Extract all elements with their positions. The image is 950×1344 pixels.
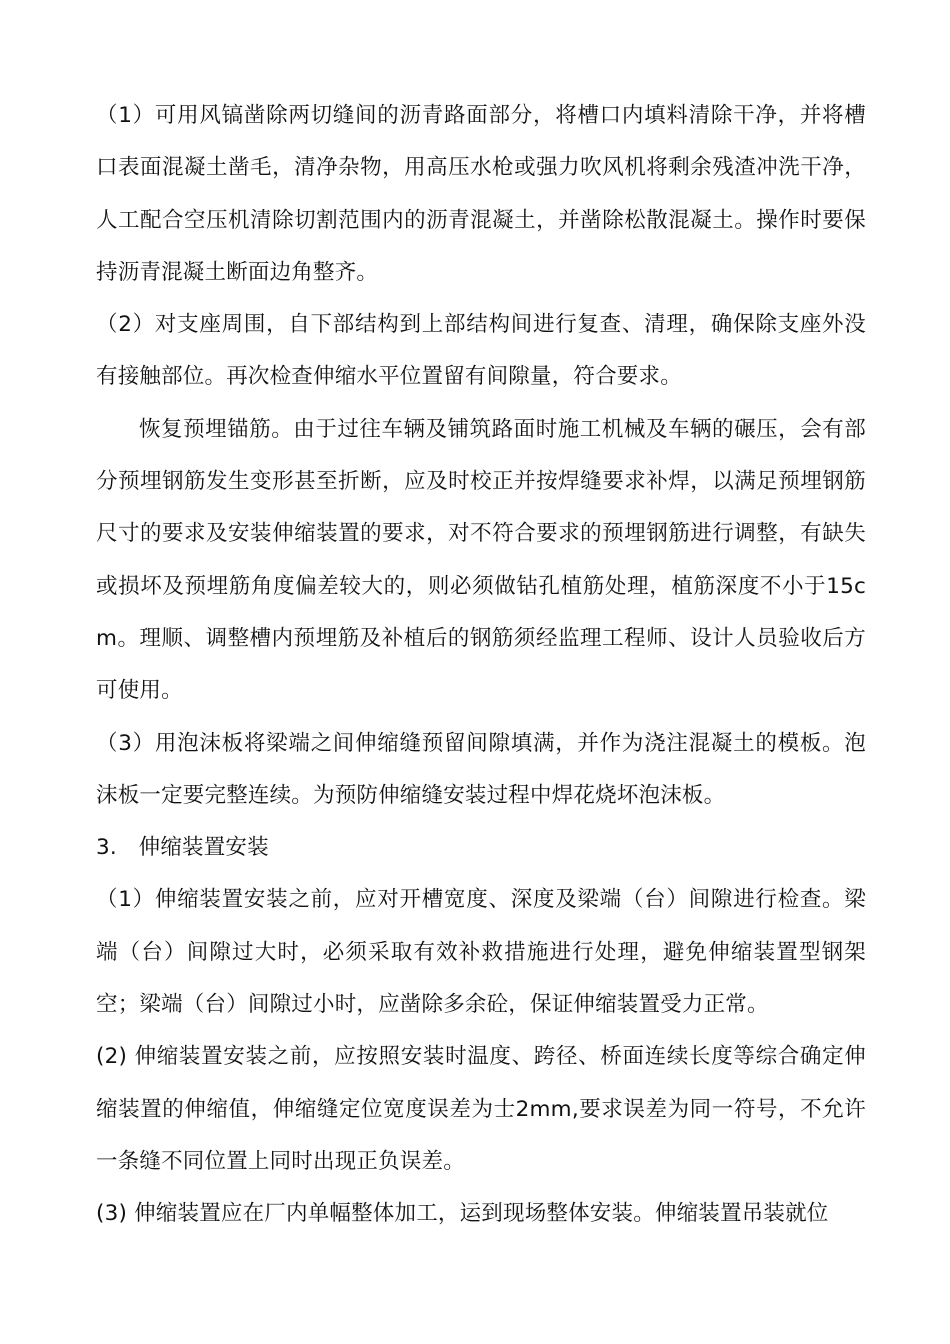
paragraph-rebar-restore: 恢复预埋锚筋。由于过往车辆及铺筑路面时施工机械及车辆的碾压，会有部分预埋钢筋发生变形甚至折断，应及时校正并按焊缝要求补焊，以满足预埋钢筋尺寸的要求及安装伸缩装置的要求，对不符合要求的预埋钢筋进行调整，有缺失或损坏及预埋筋角度偏差较大的，则必须做钻孔植筋处理，植筋深度不小于15cm。理顺、调整槽内预埋筋及补植后的钢筋须经监理工程师、设计人员验收后方可使用。	[96, 416, 866, 704]
paragraph-foam-board: （3）用泡沫板将梁端之间伸缩缝预留间隙填满，并作为浇注混凝土的模板。泡沫板一定要完整连续。为预防伸缩缝安装过程中焊花烧坏泡沫板。	[96, 730, 866, 808]
section-heading-installation: 3. 伸缩装置安装	[96, 835, 269, 861]
paragraph-bearing-check: （2）对支座周围，自下部结构到上部结构间进行复查、清理，确保除支座外没有接触部位。再次检查伸缩水平位置留有间隙量，符合要求。	[96, 312, 866, 390]
paragraph-gap-inspection: （1）伸缩装置安装之前，应对开槽宽度、深度及梁端（台）间隙进行检查。梁端（台）间隙过大时，必须采取有效补救措施进行处理，避免伸缩装置型钢架空；梁端（台）间隙过小时，应凿除多余砼，保证伸缩装置受力正常。	[96, 887, 866, 1018]
paragraph-expansion-value: (2) 伸缩装置安装之前，应按照安装时温度、跨径、桥面连续长度等综合确定伸缩装置的伸缩值，伸缩缝定位宽度误差为士2mm,要求误差为同一符号，不允许一条缝不同位置上同时出现正负误差。	[96, 1044, 866, 1174]
document-body	[96, 90, 866, 1241]
paragraph-factory-assembly: (3) 伸缩装置应在厂内单幅整体加工，运到现场整体安装。伸缩装置吊装就位	[96, 1201, 829, 1227]
paragraph-surface-prep: （1）可用风镐凿除两切缝间的沥青路面部分，将槽口内填料清除干净，并将槽口表面混凝土凿毛，清净杂物，用高压水枪或强力吹风机将剩余残渣冲洗干净，人工配合空压机清除切割范围内的沥青混凝土，并凿除松散混凝土。操作时要保持沥青混凝土断面边角整齐。	[96, 103, 866, 285]
